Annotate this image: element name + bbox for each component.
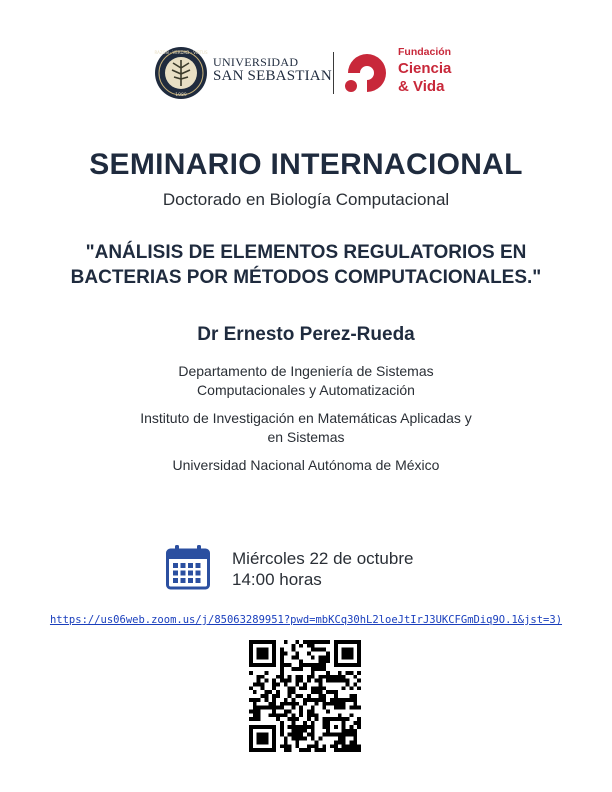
- event-schedule: [232, 548, 413, 590]
- affiliation-institute-line1: Instituto de Investigación en Matemáticas Aplicadas y: [140, 410, 472, 426]
- university-name-bottom: SAN SEBASTIAN: [213, 68, 332, 84]
- calendar-icon: [166, 544, 210, 590]
- talk-title: [0, 240, 612, 290]
- university-seal-logo: [154, 46, 208, 100]
- logo-divider: [333, 52, 334, 94]
- talk-title-line2: BACTERIAS POR MÉTODOS COMPUTACIONALES.": [70, 267, 542, 288]
- speaker-name: Dr Ernesto Perez-Rueda: [197, 324, 415, 345]
- seminar-title: SEMINARIO INTERNACIONAL: [89, 148, 523, 181]
- affiliation-institute-line2: en Sistemas: [267, 429, 345, 445]
- program-name: Doctorado en Biología Computacional: [162, 190, 450, 209]
- foundation-logo-mark: [340, 46, 396, 100]
- seal-year-text: 1989: [175, 93, 187, 98]
- affiliation-department: [0, 362, 612, 400]
- event-date: Miércoles 22 de octubre: [232, 549, 414, 568]
- event-time: 14:00 horas: [232, 570, 322, 589]
- affiliation-institute: [0, 409, 612, 447]
- affiliation-university: Universidad Nacional Autónoma de México: [172, 457, 440, 473]
- talk-title-line1: "ANÁLISIS DE ELEMENTOS REGULATORIOS EN: [85, 242, 527, 263]
- zoom-meeting-link[interactable]: https://us06web.zoom.us/j/85063289951?pwd=mbKCq30hL2loeJtIrJ3UKCFGmDiq9O.1&jst=3): [49, 614, 563, 626]
- qr-code[interactable]: [249, 640, 361, 752]
- foundation-name-line1: Fundación: [398, 46, 452, 58]
- affiliation-department-line1: Departamento de Ingeniería de Sistemas: [178, 363, 434, 379]
- university-name-top: UNIVERSIDAD: [213, 55, 299, 69]
- foundation-name-line3: & Vida: [398, 78, 445, 95]
- seal-motto-text: RAZON · VERDAD · VIRTUS: [154, 50, 208, 55]
- affiliation-department-line2: Computacionales y Automatización: [197, 382, 415, 398]
- foundation-name-line2: Ciencia: [398, 60, 452, 77]
